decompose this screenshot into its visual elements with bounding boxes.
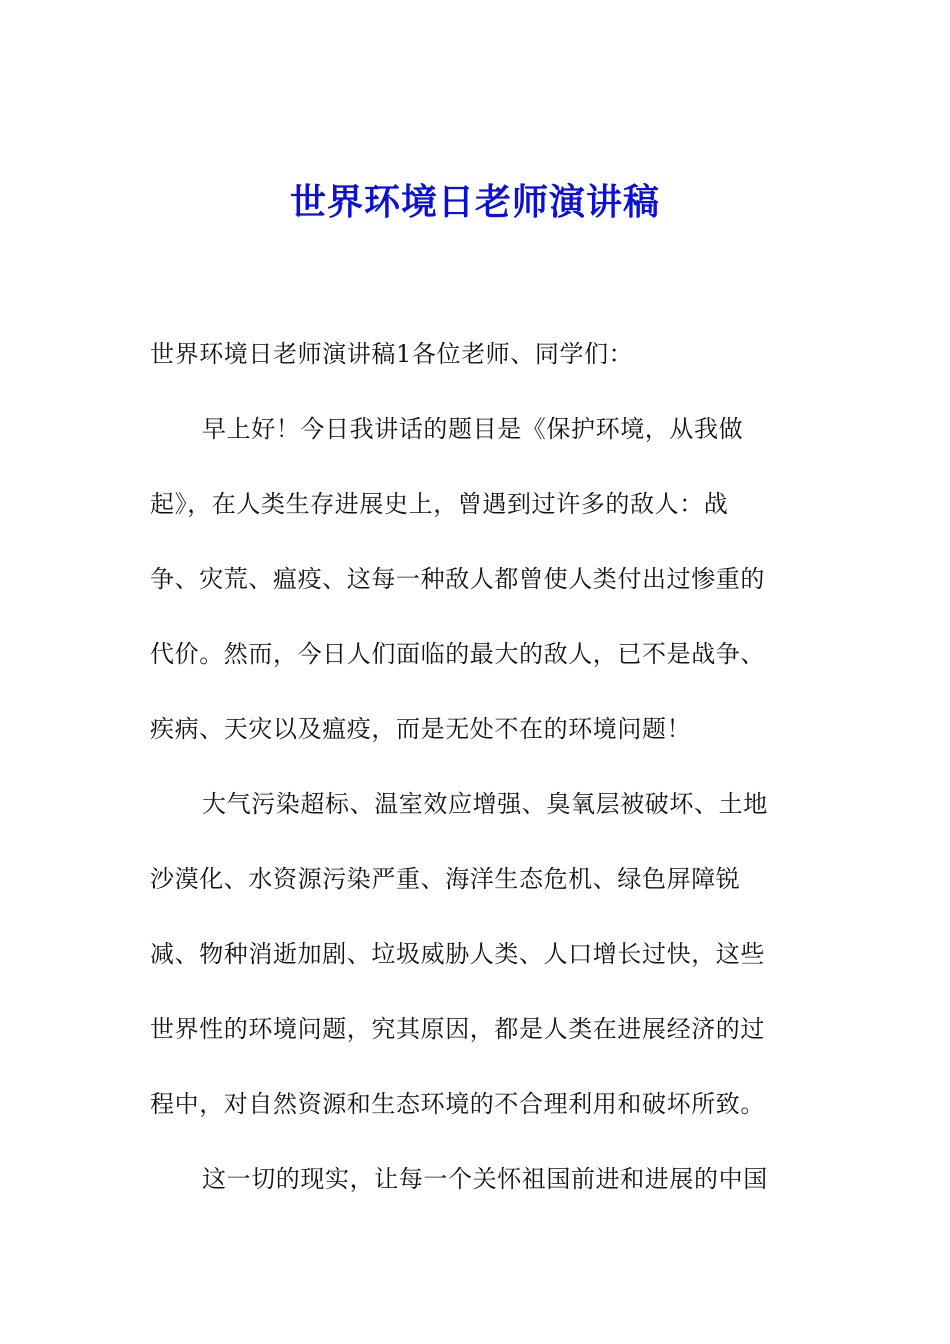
body-line: 程中，对自然资源和生态环境的不合理利用和破坏所致。 <box>150 1090 765 1118</box>
body-line: 起》，在人类生存进展史上，曾遇到过许多的敌人：战 <box>150 490 729 518</box>
body-line: 争、灾荒、瘟疫、这每一种敌人都曾使人类付出过惨重的 <box>150 565 765 593</box>
body-line: 大气污染超标、温室效应增强、臭氧层被破坏、土地 <box>202 790 768 818</box>
body-line: 疾病、天灾以及瘟疫，而是无处不在的环境问题！ <box>150 715 692 743</box>
body-line: 代价。然而，今日人们面临的最大的敌人，已不是战争、 <box>150 640 765 668</box>
document-title: 世界环境日老师演讲稿 <box>289 182 660 223</box>
body-line: 早上好！今日我讲话的题目是《保护环境，从我做 <box>202 415 744 443</box>
body-line: 这一切的现实，让每一个关怀祖国前进和进展的中国 <box>202 1165 768 1193</box>
body-line: 沙漠化、水资源污染严重、海洋生态危机、绿色屏障锐 <box>150 865 741 893</box>
body-line: 世界性的环境问题，究其原因，都是人类在进展经济的过 <box>150 1015 765 1043</box>
body-line: 减、物种消逝加剧、垃圾威胁人类、人口增长过快，这些 <box>150 940 765 968</box>
body-line: 世界环境日老师演讲稿1各位老师、同学们： <box>150 340 634 368</box>
document-body <box>150 334 790 1234</box>
